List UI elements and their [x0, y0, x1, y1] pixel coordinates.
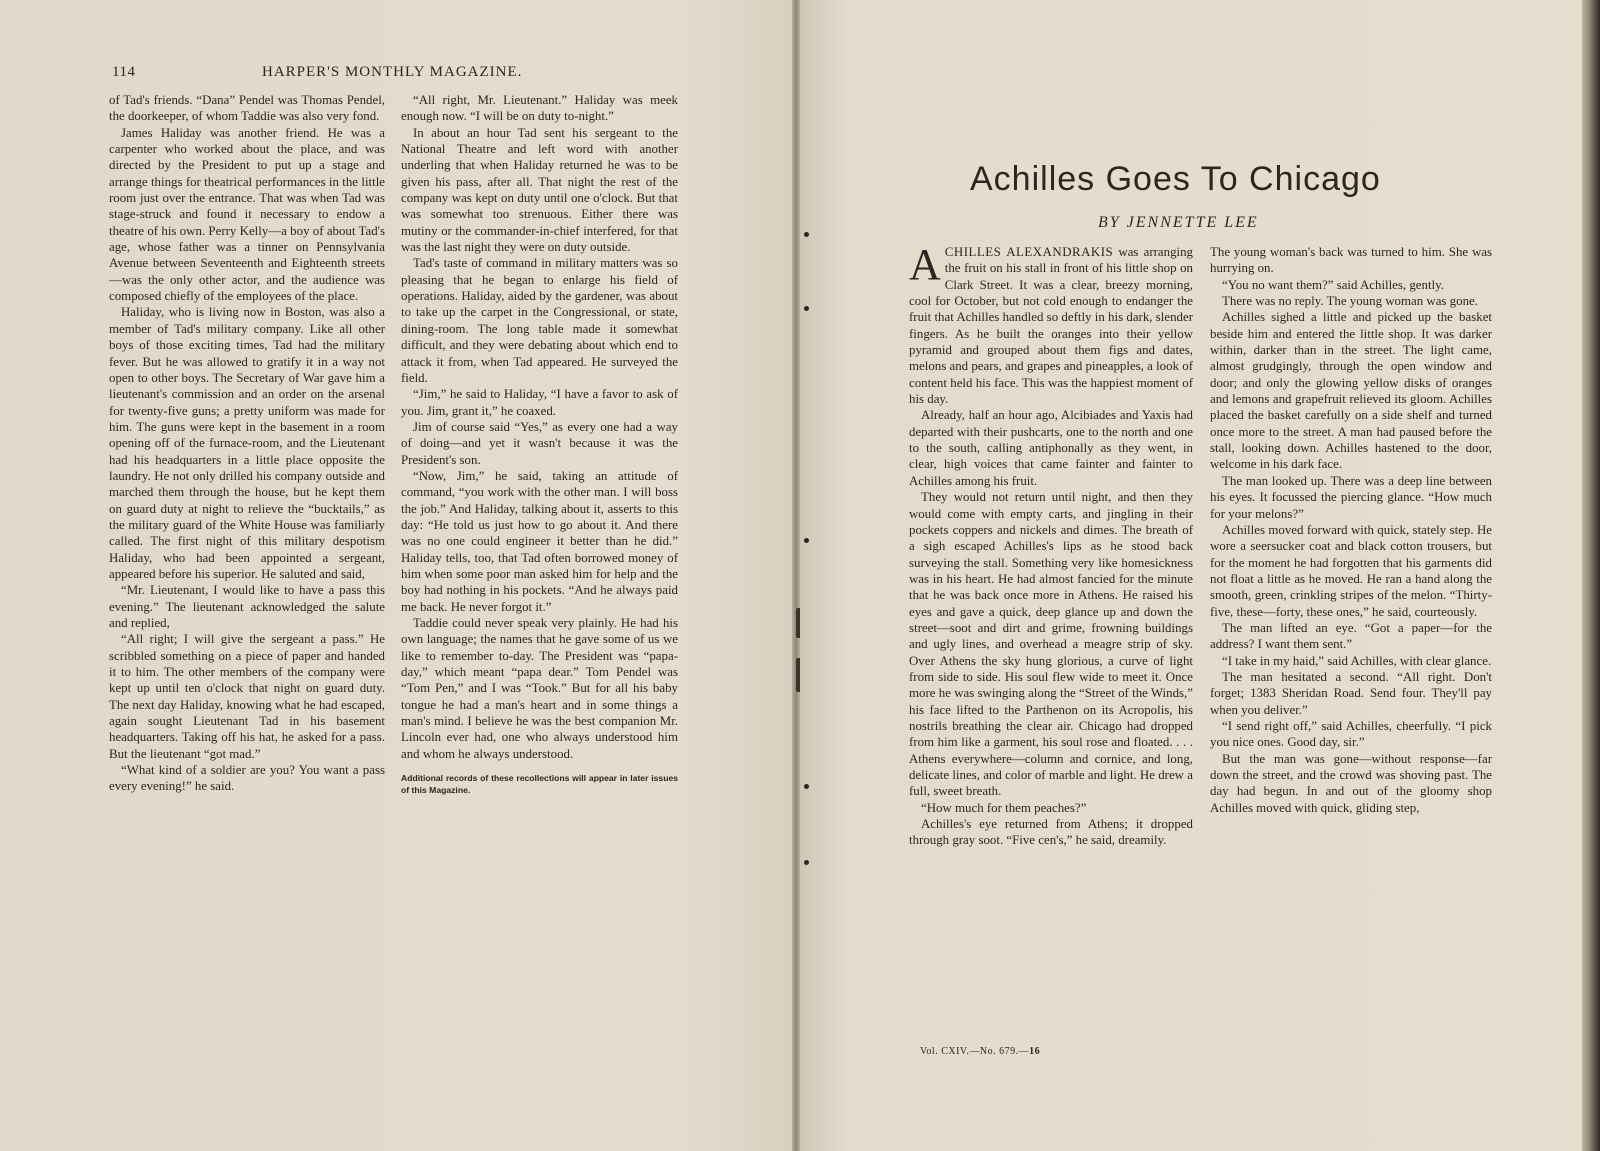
paragraph: James Haliday was another friend. He was a carpenter who worked about the place, and was directed by the President to put up a stage and arrange things for theatrical performances in the little room just over the entrance. That was when Tad was stage-struck and found it necessary to endow a theatre of his own. Perry Kelly—a boy of about Tad's age, whose father was a tinner on Pennsylvania Avenue between Seventeenth and Eighteenth streets—was the only other actor, and the audience was composed chiefly of the employees of the place.: [109, 125, 385, 304]
paragraph: There was no reply. The young woman was gone.: [1222, 294, 1478, 309]
running-head-title: HARPER'S MONTHLY MAGAZINE.: [262, 64, 523, 80]
article-title: Achilles Goes To Chicago: [970, 160, 1381, 198]
paragraph: “What kind of a soldier are you? You want a pass every evening!” he said.: [109, 763, 385, 794]
paragraph: “Now, Jim,” he said, taking an attitude of command, “you work with the other man. I will boss the job.” And Haliday, talking about it, asserts to this day: “He told us just how to go about it. And there was no one could engineer it better than he did.” Haliday tells, too, that Tad often borrowed money of him when some poor man asked him for help and the boy had nothing in his pockets. “And he always paid me back. He never forgot it.”: [401, 468, 678, 614]
paragraph: “Jim,” he said to Haliday, “I have a favor to ask of you. Jim, grant it,” he coaxed.: [401, 387, 678, 418]
paragraph: of Tad's friends. “Dana” Pendel was Thomas Pendel, the doorkeeper, of whom Taddie was also very fond.: [109, 93, 385, 124]
paragraph: Achilles's eye returned from Athens; it dropped through gray soot. “Five cen's,” he said, dreamily.: [909, 817, 1193, 848]
binding-hole: [804, 306, 809, 311]
paragraph: “All right, Mr. Lieutenant.” Haliday was meek enough now. “I will be on duty to-night.”: [401, 93, 678, 124]
paragraph: “Mr. Lieutenant, I would like to have a pass this evening.” The lieutenant acknowledged the salute and replied,: [109, 583, 385, 630]
paragraph: “All right; I will give the sergeant a pass.” He scribbled something on a piece of paper and handed it to him. The other members of the company were kept up until ten o'clock that night on guard duty. The next day Haliday, knowing what he had escaped, again sought Lieutenant Tad in his basement headquarters. Taking off his hat, he asked for a pass. But the lieutenant “got mad.”: [109, 632, 385, 761]
editor-note: Additional records of these recollections will appear in later issues of this Magazine.: [401, 773, 678, 796]
paragraph: The young woman's back was turned to him. She was hurrying on.: [1210, 245, 1492, 276]
left-column-2: [401, 92, 678, 796]
page-number: 114: [112, 64, 136, 80]
paragraph: Taddie could never speak very plainly. He had his own language; the names that he gave some of us we like to remember to-day. The President was “papa-day,” which meant “papa dear.” Tom Pendel was “Tom Pen,” and I was “Took.” But for all his baby tongue he had a man's heart and in some things a man's mind. I believe he was the best companion Mr. Lincoln ever had, one who always understood him and whom he always understood.: [401, 616, 678, 761]
paragraph: “I send right off,” said Achilles, cheerfully. “I pick you nice ones. Good day, sir.”: [1210, 718, 1492, 750]
opening-caps: CHILLES ALEXANDRAKIS: [944, 245, 1114, 259]
signature-number: 16: [1029, 1046, 1041, 1057]
article-byline: BY JENNETTE LEE: [1098, 214, 1259, 231]
right-column-1: [909, 240, 1193, 849]
page-edge: [1582, 0, 1600, 1151]
right-column-2: [1210, 244, 1492, 816]
paragraph: “You no want them?” said Achilles, gently.: [1222, 277, 1444, 292]
paragraph: “How much for them peaches?”: [921, 800, 1087, 815]
left-page: [0, 0, 792, 1151]
paragraph: Achilles moved forward with quick, stately step. He wore a seersucker coat and black cotton trousers, but for the moment he had forgotten that his garments did not float a little as he moved. He ran a hand along the smooth, green, crinkling stripes of the melon. “Thirty-five, these—forty, these ones,” he said, courteously.: [1210, 522, 1492, 619]
paragraph: Already, half an hour ago, Alcibiades and Yaxis had departed with their pushcarts, one to the north and one to the south, calling antiphonally as they went, in clear, high voices that came fainter and fainter to Achilles among his fruit.: [909, 408, 1193, 488]
paragraph: But the man was gone—without response—far down the street, and the crowd was shoving past. The day had begun. In and out of the gloomy shop Achilles moved with quick, gliding step,: [1210, 751, 1492, 815]
paragraph: In about an hour Tad sent his sergeant to the National Theatre and left word with another underling that when Haliday returned he was to be given his pass, after all. That night the rest of the company was kept on duty until one o'clock. But that was somewhat too strenuous. Either there was mutiny or the commander-in-chief interfered, for that was the last night they were on duty outside.: [401, 125, 678, 255]
running-header: [112, 64, 692, 84]
binding-hole: [804, 538, 809, 543]
volume-footer: [920, 1046, 1040, 1057]
paragraph: The man lifted an eye. “Got a paper—for the address? I want them sent.”: [1210, 620, 1492, 652]
drop-cap: A: [909, 240, 941, 289]
opening-text: was arranging the fruit on his stall in front of his little shop on Clark Street. It was a clear, breezy morning, cool for October, but not cold enough to endanger the fruit that Achilles handled so deftly in his dark, slender fingers. As he built the oranges into their yellow pyramid and grouped about them figs and dates, melons and pears, and grapes and pineapples, a look of content held his face. This was the happiest moment of his day.: [909, 245, 1193, 407]
volume-info: Vol. CXIV.—No. 679.—: [920, 1046, 1030, 1057]
paragraph: The man hesitated a second. “All right. Don't forget; 1383 Sheridan Road. Send four. They'll pay when you deliver.”: [1210, 669, 1492, 717]
binding-hole: [804, 860, 809, 865]
paragraph: “I take in my haid,” said Achilles, with clear glance.: [1222, 653, 1492, 668]
binding-hole: [804, 784, 809, 789]
book-gutter: [792, 0, 800, 1151]
left-column-1: [109, 92, 385, 795]
paragraph: Haliday, who is living now in Boston, was also a member of Tad's military company. Like all other boys of those exciting times, Tad had the military fever. But he was allowed to gratify it in a way not open to other boys. The Secretary of War gave him a lieutenant's commission and an order on the arsenal for twenty-five guns; a pretty uniform was made for him. The guns were kept in the basement in a room opening off of the furnace-room, and the Lieutenant had his headquarters in a little place opposite the laundry. He not only drilled his company outside and marched them through the house, but he kept them on guard duty at night to relieve the “bucktails,” as the military guard of the White House was familiarly called. The first night of this military despotism Haliday, who had been appointed a sergeant, appeared before his superior. He saluted and said,: [109, 305, 385, 581]
opening-paragraph: [909, 240, 1193, 407]
paragraph: The man looked up. There was a deep line between his eyes. It focussed the piercing glance. “How much for your melons?”: [1210, 473, 1492, 521]
paragraph: Tad's taste of command in military matters was so pleasing that he began to enlarge his field of operations. Haliday, aided by the gardener, was about to take up the carpet in the Congressional, or state, dining-room. The long table made it somewhat difficult, and they were debating about which end to attack it from, when Tad appeared. He surveyed the field.: [401, 256, 678, 385]
paragraph: Jim of course said “Yes,” as every one had a way of doing—and yet it wasn't because it was the President's son.: [401, 419, 678, 467]
binding-hole: [804, 232, 809, 237]
paragraph: Achilles sighed a little and picked up the basket beside him and entered the little shop. It was darker within, darker than in the street. The light came, almost grudgingly, through the open window and door; and only the glowing yellow disks of oranges and lemons and grapefruit relieved its gloom. Achilles placed the basket carefully on a side shelf and turned once more to the street. A man had paused before the stall, looking down. Achilles hastened to the door, welcome in his dark face.: [1210, 310, 1492, 472]
paragraph: They would not return until night, and then they would come with empty carts, and jingling in their pockets coppers and nickels and dimes. The breath of a sigh escaped Achilles's lips as he stood back surveying the stall. Something very like homesickness was in his heart. He had almost fancied for the minute that he was back once more in Athens. He raised his eyes and gave a quick, deep glance up and down the street—soot and dirt and grime, frowning buildings and ugly lines, and overhead a meagre strip of sky. Over Athens the sky hung glorious, a curve of light from side to side. His soul flew wide to meet it. Once more he was swinging along the “Street of the Winds,” his face lifted to the Parthenon on its Acropolis, his nostrils breathing the clear air. Chicago had dropped from him like a garment, his soul rose and floated. . . . Athens everywhere—column and cornice, and long, delicate lines, and color of marble and light. He drew a full, sweet breath.: [909, 490, 1193, 799]
